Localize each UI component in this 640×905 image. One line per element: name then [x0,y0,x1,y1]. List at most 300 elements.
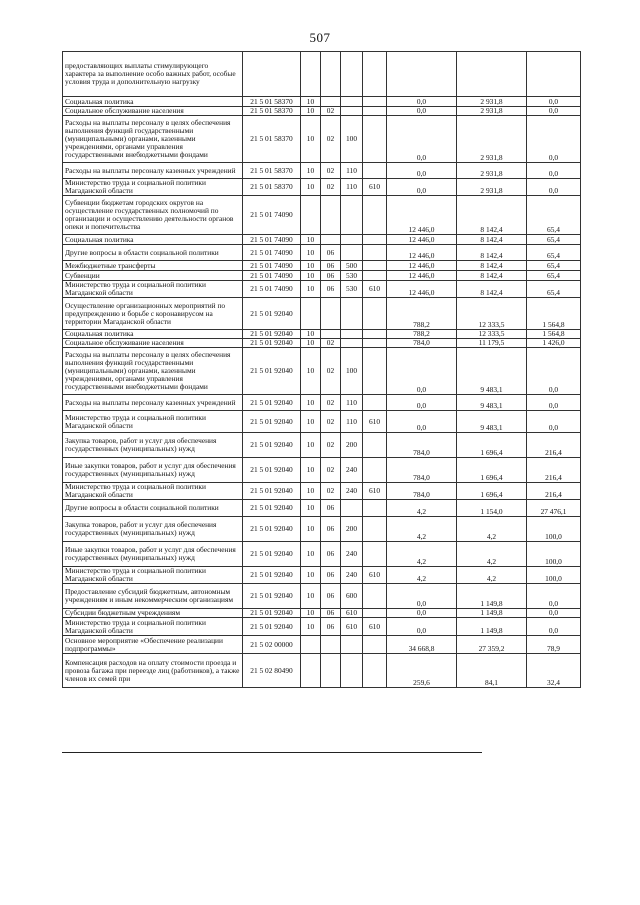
ministry-code-cell [363,636,387,654]
expense-type-code-cell [341,636,363,654]
target-article-code-cell: 21 5 01 58370 [243,163,301,179]
executed-amount-cell: 9 483,1 [457,411,527,433]
approved-amount-cell: 4,2 [387,500,457,517]
expense-type-code-cell [341,654,363,688]
execution-percent-cell: 100,0 [527,567,581,584]
executed-amount-cell: 9 483,1 [457,348,527,395]
subsection-code-cell: 06 [321,271,341,281]
target-article-code-cell: 21 5 01 92040 [243,517,301,542]
section-code-cell: 10 [301,542,321,567]
executed-amount-cell: 2 931,8 [457,107,527,116]
executed-amount-cell: 8 142,4 [457,235,527,245]
table-row [63,97,581,107]
row-name-cell: Министерство труда и социальной политики Магаданской области [63,483,243,500]
subsection-code-cell [321,636,341,654]
table-row [63,179,581,196]
section-code-cell [301,52,321,97]
subsection-code-cell: 06 [321,261,341,271]
execution-percent-cell: 0,0 [527,107,581,116]
target-article-code-cell: 21 5 01 92040 [243,458,301,483]
row-name-cell: Осуществление организационных мероприятий по предупреждению и борьбе с коронавирусом на территории Магаданской области [63,298,243,330]
ministry-code-cell [363,395,387,411]
execution-percent-cell: 65,4 [527,261,581,271]
approved-amount-cell: 12 446,0 [387,235,457,245]
section-code-cell: 10 [301,97,321,107]
section-code-cell: 10 [301,411,321,433]
execution-percent-cell [527,52,581,97]
row-name-cell: Другие вопросы в области социальной политики [63,500,243,517]
table-row [63,261,581,271]
row-name-cell: Министерство труда и социальной политики Магаданской области [63,179,243,196]
subsection-code-cell: 02 [321,179,341,196]
execution-percent-cell: 1 426,0 [527,339,581,348]
row-name-cell: Расходы на выплаты персоналу казенных учреждений [63,395,243,411]
executed-amount-cell: 8 142,4 [457,271,527,281]
subsection-code-cell [321,235,341,245]
target-article-code-cell: 21 5 01 92040 [243,411,301,433]
subsection-code-cell: 02 [321,348,341,395]
execution-percent-cell: 1 564,8 [527,330,581,339]
execution-percent-cell: 0,0 [527,348,581,395]
expense-type-code-cell: 100 [341,116,363,163]
ministry-code-cell: 610 [363,179,387,196]
table-row [63,298,581,330]
execution-percent-cell: 100,0 [527,517,581,542]
subsection-code-cell [321,654,341,688]
section-code-cell: 10 [301,281,321,298]
expense-type-code-cell: 110 [341,411,363,433]
expense-type-code-cell: 110 [341,163,363,179]
execution-percent-cell: 0,0 [527,584,581,609]
table-row [63,107,581,116]
execution-percent-cell: 0,0 [527,395,581,411]
approved-amount-cell: 12 446,0 [387,281,457,298]
table-row [63,348,581,395]
executed-amount-cell [457,52,527,97]
section-code-cell [301,636,321,654]
target-article-code-cell: 21 5 01 92040 [243,298,301,330]
section-code-cell: 10 [301,107,321,116]
ministry-code-cell [363,196,387,235]
budget-table [62,51,581,688]
bottom-rule [62,752,482,753]
row-name-cell: Социальная политика [63,235,243,245]
approved-amount-cell: 12 446,0 [387,261,457,271]
table-row [63,271,581,281]
executed-amount-cell: 2 931,8 [457,179,527,196]
ministry-code-cell [363,542,387,567]
approved-amount-cell: 784,0 [387,433,457,458]
executed-amount-cell: 4,2 [457,542,527,567]
section-code-cell: 10 [301,500,321,517]
section-code-cell [301,298,321,330]
approved-amount-cell: 12 446,0 [387,271,457,281]
subsection-code-cell: 02 [321,411,341,433]
target-article-code-cell: 21 5 01 92040 [243,618,301,636]
approved-amount-cell: 0,0 [387,618,457,636]
executed-amount-cell: 1 149,8 [457,609,527,618]
execution-percent-cell: 1 564,8 [527,298,581,330]
table-row [63,618,581,636]
row-name-cell: Основное мероприятие «Обеспечение реализации подпрограммы» [63,636,243,654]
row-name-cell: Социальное обслуживание населения [63,107,243,116]
approved-amount-cell: 0,0 [387,97,457,107]
row-name-cell: Субвенции бюджетам городских округов на осуществление государственных полномочий по организации и осуществлению деятельности органов опеки и попечительства [63,196,243,235]
execution-percent-cell: 216,4 [527,433,581,458]
target-article-code-cell: 21 5 01 92040 [243,483,301,500]
approved-amount-cell: 12 446,0 [387,196,457,235]
section-code-cell: 10 [301,339,321,348]
ministry-code-cell: 610 [363,281,387,298]
row-name-cell: Расходы на выплаты персоналу в целях обеспечения выполнения функций государственными (муниципальными) органами, казенными учреждениями, органами управления государственными внебюджетными фондами [63,348,243,395]
expense-type-code-cell [341,196,363,235]
ministry-code-cell [363,458,387,483]
section-code-cell: 10 [301,179,321,196]
expense-type-code-cell [341,52,363,97]
executed-amount-cell: 8 142,4 [457,281,527,298]
target-article-code-cell: 21 5 01 92040 [243,330,301,339]
expense-type-code-cell: 110 [341,395,363,411]
executed-amount-cell: 1 149,8 [457,584,527,609]
executed-amount-cell: 12 333,5 [457,298,527,330]
executed-amount-cell: 1 696,4 [457,433,527,458]
executed-amount-cell: 4,2 [457,517,527,542]
approved-amount-cell [387,52,457,97]
section-code-cell: 10 [301,609,321,618]
ministry-code-cell: 610 [363,411,387,433]
expense-type-code-cell: 600 [341,584,363,609]
section-code-cell: 10 [301,483,321,500]
table-row [63,517,581,542]
section-code-cell: 10 [301,458,321,483]
executed-amount-cell: 2 931,8 [457,163,527,179]
approved-amount-cell: 0,0 [387,395,457,411]
subsection-code-cell: 06 [321,609,341,618]
approved-amount-cell: 0,0 [387,116,457,163]
executed-amount-cell: 8 142,4 [457,245,527,261]
section-code-cell: 10 [301,584,321,609]
target-article-code-cell: 21 5 01 92040 [243,339,301,348]
section-code-cell [301,196,321,235]
ministry-code-cell [363,235,387,245]
execution-percent-cell: 0,0 [527,179,581,196]
table-row [63,500,581,517]
row-name-cell: Министерство труда и социальной политики Магаданской области [63,567,243,584]
expense-type-code-cell: 100 [341,348,363,395]
target-article-code-cell [243,52,301,97]
ministry-code-cell [363,298,387,330]
row-name-cell: Министерство труда и социальной политики Магаданской области [63,411,243,433]
ministry-code-cell: 610 [363,483,387,500]
expense-type-code-cell: 200 [341,517,363,542]
row-name-cell: Социальная политика [63,97,243,107]
ministry-code-cell [363,330,387,339]
table-row [63,281,581,298]
table-row [63,567,581,584]
row-name-cell: Министерство труда и социальной политики Магаданской области [63,281,243,298]
subsection-code-cell: 02 [321,395,341,411]
approved-amount-cell: 4,2 [387,517,457,542]
approved-amount-cell: 784,0 [387,339,457,348]
table-row [63,163,581,179]
execution-percent-cell: 27 476,1 [527,500,581,517]
table-row [63,245,581,261]
section-code-cell: 10 [301,517,321,542]
executed-amount-cell: 8 142,4 [457,196,527,235]
target-article-code-cell: 21 5 01 92040 [243,395,301,411]
subsection-code-cell: 06 [321,500,341,517]
expense-type-code-cell: 530 [341,271,363,281]
execution-percent-cell: 78,9 [527,636,581,654]
execution-percent-cell: 65,4 [527,245,581,261]
executed-amount-cell: 1 696,4 [457,483,527,500]
execution-percent-cell: 32,4 [527,654,581,688]
table-row [63,196,581,235]
target-article-code-cell: 21 5 01 92040 [243,500,301,517]
target-article-code-cell: 21 5 01 92040 [243,567,301,584]
subsection-code-cell: 02 [321,339,341,348]
row-name-cell: предоставляющих выплаты стимулирующего характера за выполнение особо важных работ, особые условия труда и дополнительную нагрузку [63,52,243,97]
executed-amount-cell: 1 696,4 [457,458,527,483]
table-row [63,433,581,458]
row-name-cell: Закупка товаров, работ и услуг для обеспечения государственных (муниципальных) нужд [63,517,243,542]
row-name-cell: Субвенции [63,271,243,281]
ministry-code-cell [363,245,387,261]
approved-amount-cell: 0,0 [387,179,457,196]
subsection-code-cell: 02 [321,433,341,458]
expense-type-code-cell: 200 [341,433,363,458]
subsection-code-cell: 02 [321,116,341,163]
section-code-cell: 10 [301,618,321,636]
approved-amount-cell: 788,2 [387,298,457,330]
execution-percent-cell: 216,4 [527,483,581,500]
table-row [63,330,581,339]
table-row [63,483,581,500]
expense-type-code-cell: 240 [341,458,363,483]
ministry-code-cell [363,97,387,107]
row-name-cell: Расходы на выплаты персоналу казенных учреждений [63,163,243,179]
executed-amount-cell: 12 333,5 [457,330,527,339]
ministry-code-cell [363,584,387,609]
ministry-code-cell [363,52,387,97]
row-name-cell: Иные закупки товаров, работ и услуг для обеспечения государственных (муниципальных) нужд [63,458,243,483]
execution-percent-cell: 0,0 [527,97,581,107]
expense-type-code-cell [341,339,363,348]
row-name-cell: Расходы на выплаты персоналу в целях обеспечения выполнения функций государственными (муниципальными) органами, казенными учреждениями, органами управления государственными внебюджетными фондами [63,116,243,163]
row-name-cell: Другие вопросы в области социальной политики [63,245,243,261]
execution-percent-cell: 216,4 [527,458,581,483]
ministry-code-cell [363,271,387,281]
executed-amount-cell: 27 359,2 [457,636,527,654]
target-article-code-cell: 21 5 01 58370 [243,179,301,196]
subsection-code-cell [321,298,341,330]
table-row [63,542,581,567]
subsection-code-cell: 06 [321,281,341,298]
target-article-code-cell: 21 5 01 92040 [243,433,301,458]
execution-percent-cell: 0,0 [527,411,581,433]
section-code-cell: 10 [301,271,321,281]
subsection-code-cell: 06 [321,584,341,609]
subsection-code-cell: 02 [321,458,341,483]
row-name-cell: Социальное обслуживание населения [63,339,243,348]
subsection-code-cell: 06 [321,542,341,567]
execution-percent-cell: 65,4 [527,196,581,235]
table-row [63,609,581,618]
subsection-code-cell: 06 [321,618,341,636]
table-row [63,654,581,688]
table-row [63,636,581,654]
subsection-code-cell: 06 [321,245,341,261]
target-article-code-cell: 21 5 02 00000 [243,636,301,654]
expense-type-code-cell [341,500,363,517]
target-article-code-cell: 21 5 01 92040 [243,609,301,618]
ministry-code-cell [363,116,387,163]
subsection-code-cell: 02 [321,483,341,500]
executed-amount-cell: 4,2 [457,567,527,584]
ministry-code-cell [363,654,387,688]
section-code-cell: 10 [301,348,321,395]
expense-type-code-cell [341,97,363,107]
row-name-cell: Социальная политика [63,330,243,339]
subsection-code-cell [321,196,341,235]
row-name-cell: Закупка товаров, работ и услуг для обеспечения государственных (муниципальных) нужд [63,433,243,458]
table-row [63,411,581,433]
ministry-code-cell [363,609,387,618]
row-name-cell: Межбюджетные трансферты [63,261,243,271]
section-code-cell: 10 [301,235,321,245]
target-article-code-cell: 21 5 01 58370 [243,97,301,107]
executed-amount-cell: 1 154,0 [457,500,527,517]
approved-amount-cell: 34 668,8 [387,636,457,654]
target-article-code-cell: 21 5 01 74090 [243,281,301,298]
ministry-code-cell [363,348,387,395]
section-code-cell: 10 [301,330,321,339]
expense-type-code-cell [341,245,363,261]
table-body [63,52,581,688]
approved-amount-cell: 0,0 [387,348,457,395]
approved-amount-cell: 4,2 [387,542,457,567]
target-article-code-cell: 21 5 01 74090 [243,261,301,271]
expense-type-code-cell: 240 [341,483,363,500]
row-name-cell: Министерство труда и социальной политики Магаданской области [63,618,243,636]
section-code-cell [301,654,321,688]
target-article-code-cell: 21 5 01 74090 [243,245,301,261]
executed-amount-cell: 1 149,8 [457,618,527,636]
subsection-code-cell [321,97,341,107]
row-name-cell: Компенсация расходов на оплату стоимости проезда и провоза багажа при переезде лиц (работников), а также членов их семей при [63,654,243,688]
ministry-code-cell [363,163,387,179]
target-article-code-cell: 21 5 01 92040 [243,542,301,567]
approved-amount-cell: 0,0 [387,609,457,618]
ministry-code-cell [363,433,387,458]
ministry-code-cell [363,107,387,116]
section-code-cell: 10 [301,245,321,261]
subsection-code-cell [321,52,341,97]
executed-amount-cell: 2 931,8 [457,116,527,163]
executed-amount-cell: 9 483,1 [457,395,527,411]
table-row [63,339,581,348]
section-code-cell: 10 [301,261,321,271]
table-row [63,458,581,483]
expense-type-code-cell: 530 [341,281,363,298]
subsection-code-cell: 02 [321,107,341,116]
target-article-code-cell: 21 5 01 92040 [243,584,301,609]
target-article-code-cell: 21 5 02 80490 [243,654,301,688]
execution-percent-cell: 65,4 [527,271,581,281]
section-code-cell: 10 [301,116,321,163]
expense-type-code-cell [341,107,363,116]
section-code-cell: 10 [301,567,321,584]
ministry-code-cell [363,339,387,348]
execution-percent-cell: 0,0 [527,116,581,163]
expense-type-code-cell: 610 [341,609,363,618]
execution-percent-cell: 0,0 [527,163,581,179]
expense-type-code-cell: 610 [341,618,363,636]
ministry-code-cell [363,261,387,271]
target-article-code-cell: 21 5 01 74090 [243,196,301,235]
approved-amount-cell: 784,0 [387,483,457,500]
target-article-code-cell: 21 5 01 58370 [243,116,301,163]
expense-type-code-cell [341,235,363,245]
executed-amount-cell: 8 142,4 [457,261,527,271]
row-name-cell: Предоставление субсидий бюджетным, автономным учреждениям и иным некоммерческим организациям [63,584,243,609]
expense-type-code-cell: 240 [341,567,363,584]
subsection-code-cell [321,330,341,339]
execution-percent-cell: 65,4 [527,281,581,298]
page-number: 507 [309,30,331,45]
table-row [63,235,581,245]
target-article-code-cell: 21 5 01 74090 [243,271,301,281]
section-code-cell: 10 [301,163,321,179]
approved-amount-cell: 784,0 [387,458,457,483]
approved-amount-cell: 259,6 [387,654,457,688]
approved-amount-cell: 0,0 [387,411,457,433]
ministry-code-cell: 610 [363,567,387,584]
section-code-cell: 10 [301,395,321,411]
approved-amount-cell: 788,2 [387,330,457,339]
ministry-code-cell [363,500,387,517]
execution-percent-cell: 0,0 [527,618,581,636]
executed-amount-cell: 11 179,5 [457,339,527,348]
executed-amount-cell: 84,1 [457,654,527,688]
approved-amount-cell: 0,0 [387,107,457,116]
execution-percent-cell: 0,0 [527,609,581,618]
ministry-code-cell [363,517,387,542]
subsection-code-cell: 06 [321,517,341,542]
execution-percent-cell: 100,0 [527,542,581,567]
expense-type-code-cell [341,330,363,339]
row-name-cell: Субсидии бюджетным учреждениям [63,609,243,618]
table-row [63,395,581,411]
expense-type-code-cell [341,298,363,330]
ministry-code-cell: 610 [363,618,387,636]
section-code-cell: 10 [301,433,321,458]
approved-amount-cell: 4,2 [387,567,457,584]
table-row [63,52,581,97]
subsection-code-cell: 02 [321,163,341,179]
target-article-code-cell: 21 5 01 74090 [243,235,301,245]
approved-amount-cell: 0,0 [387,584,457,609]
table-row [63,584,581,609]
expense-type-code-cell: 500 [341,261,363,271]
subsection-code-cell: 06 [321,567,341,584]
executed-amount-cell: 2 931,8 [457,97,527,107]
execution-percent-cell: 65,4 [527,235,581,245]
table-row [63,116,581,163]
expense-type-code-cell: 240 [341,542,363,567]
approved-amount-cell: 12 446,0 [387,245,457,261]
expense-type-code-cell: 110 [341,179,363,196]
